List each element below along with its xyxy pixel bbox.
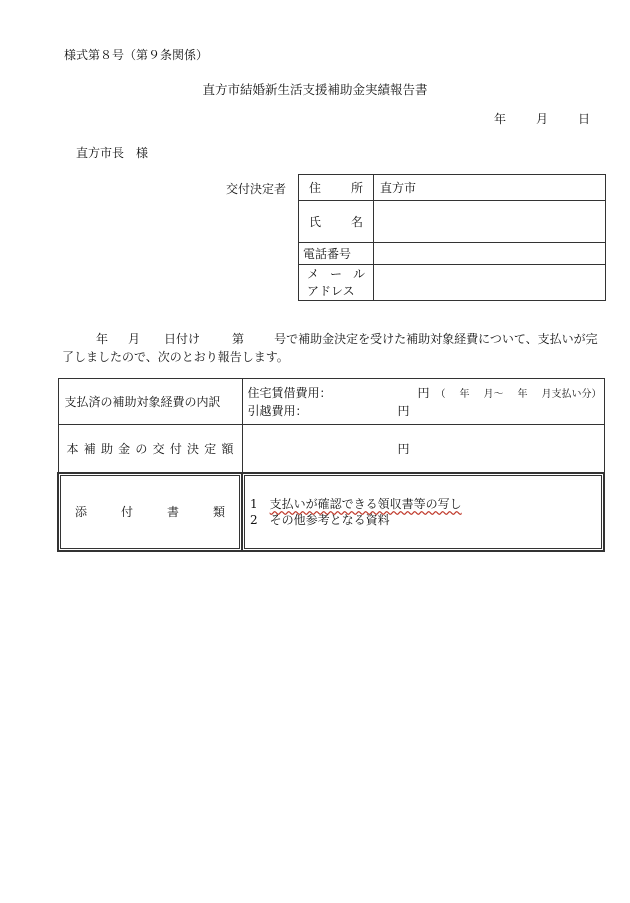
attachment-item: 2 その他参考となる資料	[250, 512, 390, 527]
table-row	[299, 265, 606, 301]
report-statement	[62, 330, 602, 366]
addressee: 直方市長 様	[76, 146, 149, 160]
attachment-item: 1 支払いが確認できる領収書等の写し	[250, 496, 462, 511]
moving-label: 引越費用：	[247, 403, 308, 418]
email-label-line2: アドレス	[307, 283, 355, 298]
date-month: 月	[536, 112, 549, 126]
statement-dated: 日付け	[164, 332, 201, 346]
form-number: 様式第８号（第９条関係）	[64, 48, 209, 62]
date-year: 年	[494, 112, 507, 126]
date-line	[494, 110, 590, 127]
email-label	[299, 265, 374, 301]
address-value[interactable]: 直方市	[374, 175, 606, 201]
statement-year: 年	[96, 332, 109, 346]
grant-amount-label: 本 補 助 金 の 交 付 決 定 額	[58, 425, 242, 473]
moving-line	[244, 403, 603, 419]
applicant-heading: 交付決定者	[226, 182, 287, 196]
moving-yen: 円	[397, 403, 410, 418]
date-day: 日	[578, 112, 591, 126]
email-label-line1: メ ー ル	[307, 266, 365, 281]
rent-label: 住宅賃借費用：	[247, 385, 332, 400]
address-label: 住 所	[299, 175, 374, 201]
phone-value[interactable]	[374, 243, 606, 265]
applicant-table	[298, 174, 606, 301]
table-row	[58, 379, 604, 425]
email-value[interactable]	[374, 265, 606, 301]
name-label: 氏 名	[299, 201, 374, 243]
expense-breakdown-value	[242, 379, 604, 425]
rent-line	[244, 385, 603, 403]
expense-breakdown-label: 支払済の補助対象経費の内訳	[58, 379, 242, 425]
rent-yen: 円	[417, 385, 430, 400]
attachments-list	[242, 473, 604, 551]
statement-text: 号で補助金決定を受けた補助対象経費について、支払いが完了しましたので、次のとおり報告します。	[62, 332, 598, 364]
report-table	[57, 378, 605, 552]
statement-no-prefix: 第	[232, 332, 245, 346]
table-row	[299, 243, 606, 265]
phone-label: 電話番号	[299, 243, 374, 265]
table-row	[58, 473, 604, 551]
table-row	[58, 425, 604, 473]
rent-period: （ 年 月～ 年 月支払い分）	[435, 388, 602, 400]
document-title: 直方市結婚新生活支援補助金実績報告書	[202, 82, 428, 97]
statement-month: 月	[128, 332, 141, 346]
attachments-label: 添 付 書 類	[58, 473, 242, 551]
table-row	[299, 175, 606, 201]
grant-amount-value: 円	[242, 425, 604, 473]
table-row	[299, 201, 606, 243]
name-value[interactable]	[374, 201, 606, 243]
